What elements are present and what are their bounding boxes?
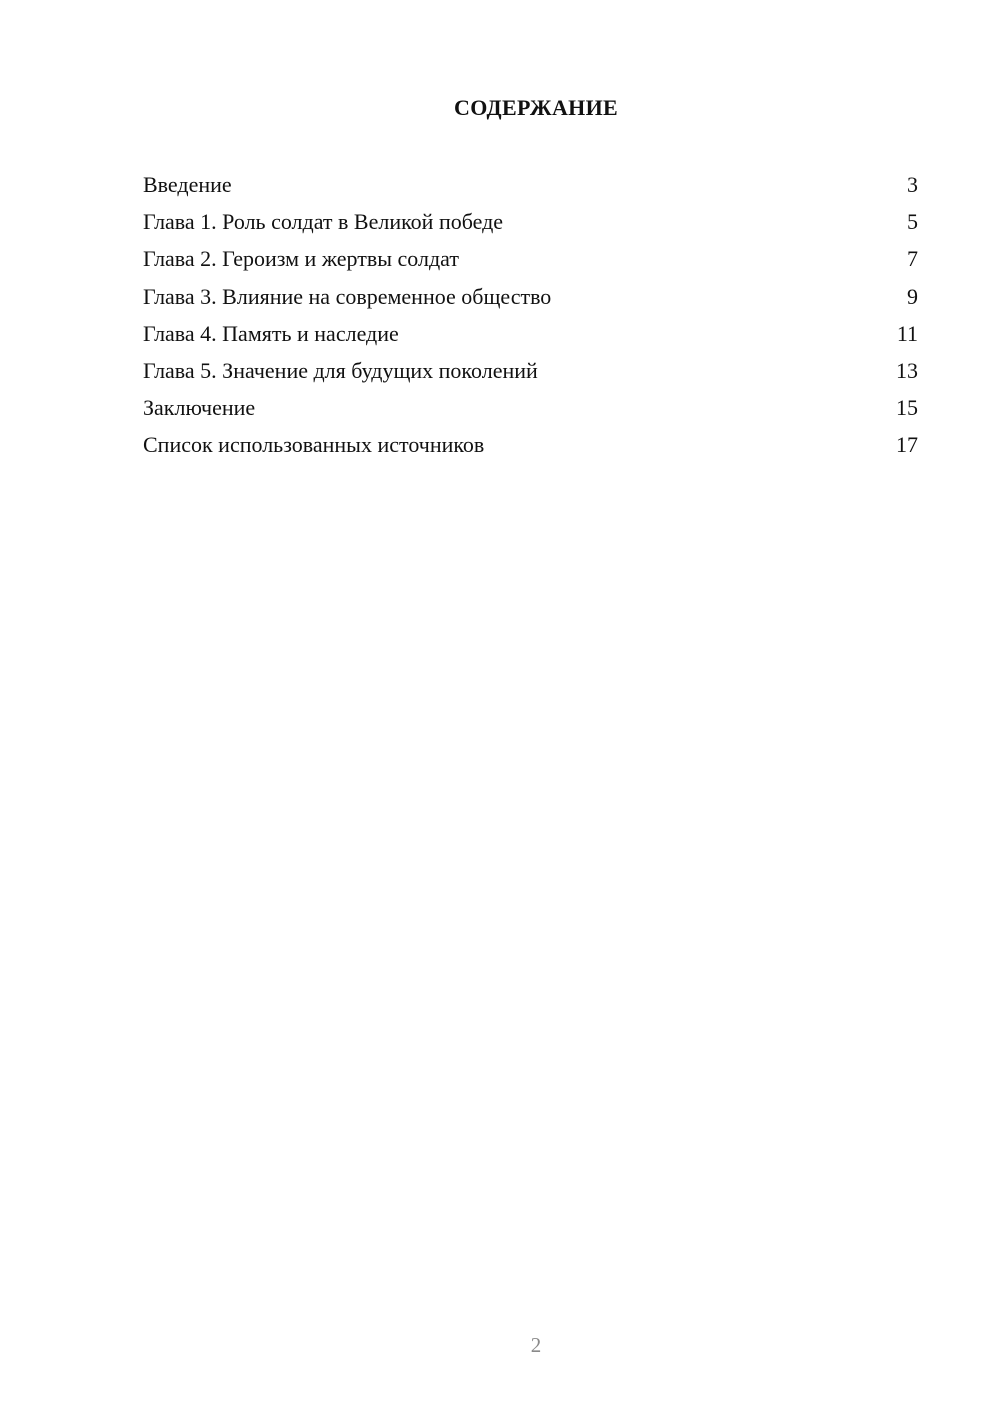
- toc-entry-page: 3: [907, 172, 918, 197]
- toc-entry-page: 7: [907, 246, 918, 272]
- page-number: 2: [530, 1333, 542, 1357]
- toc-entry-chapter-5: [143, 352, 918, 389]
- toc-entry-page: 9: [907, 283, 918, 309]
- toc-entry-references: [143, 426, 918, 463]
- toc-entry-chapter-2: [143, 240, 918, 277]
- toc-entry-chapter-3: [143, 278, 918, 315]
- toc-entry-label: Глава 5. Значение для будущих поколений: [143, 357, 538, 383]
- toc-entry-chapter-4: [143, 315, 918, 352]
- toc-entry-label: Список использованных источников: [143, 432, 485, 458]
- table-of-contents: [143, 166, 918, 464]
- page-title: СОДЕРЖАНИЕ: [454, 95, 618, 120]
- toc-entry-introduction: [143, 166, 918, 203]
- toc-entry-label: Глава 4. Память и наследие: [143, 320, 399, 346]
- toc-entry-label: Глава 2. Героизм и жертвы солдат: [143, 246, 459, 272]
- toc-entry-chapter-1: [143, 203, 918, 240]
- toc-entry-label: Заключение: [143, 395, 256, 421]
- toc-entry-page: 17: [896, 432, 918, 458]
- toc-entry-label: Глава 3. Влияние на современное общество: [143, 283, 552, 309]
- toc-entry-conclusion: [143, 389, 918, 426]
- toc-entry-page: 5: [907, 209, 918, 235]
- toc-entry-label: Глава 1. Роль солдат в Великой победе: [143, 209, 504, 235]
- toc-entry-page: 11: [896, 320, 918, 346]
- toc-entry-label: Введение: [143, 172, 232, 197]
- toc-entry-page: 15: [896, 395, 918, 421]
- toc-entry-page: 13: [896, 357, 918, 383]
